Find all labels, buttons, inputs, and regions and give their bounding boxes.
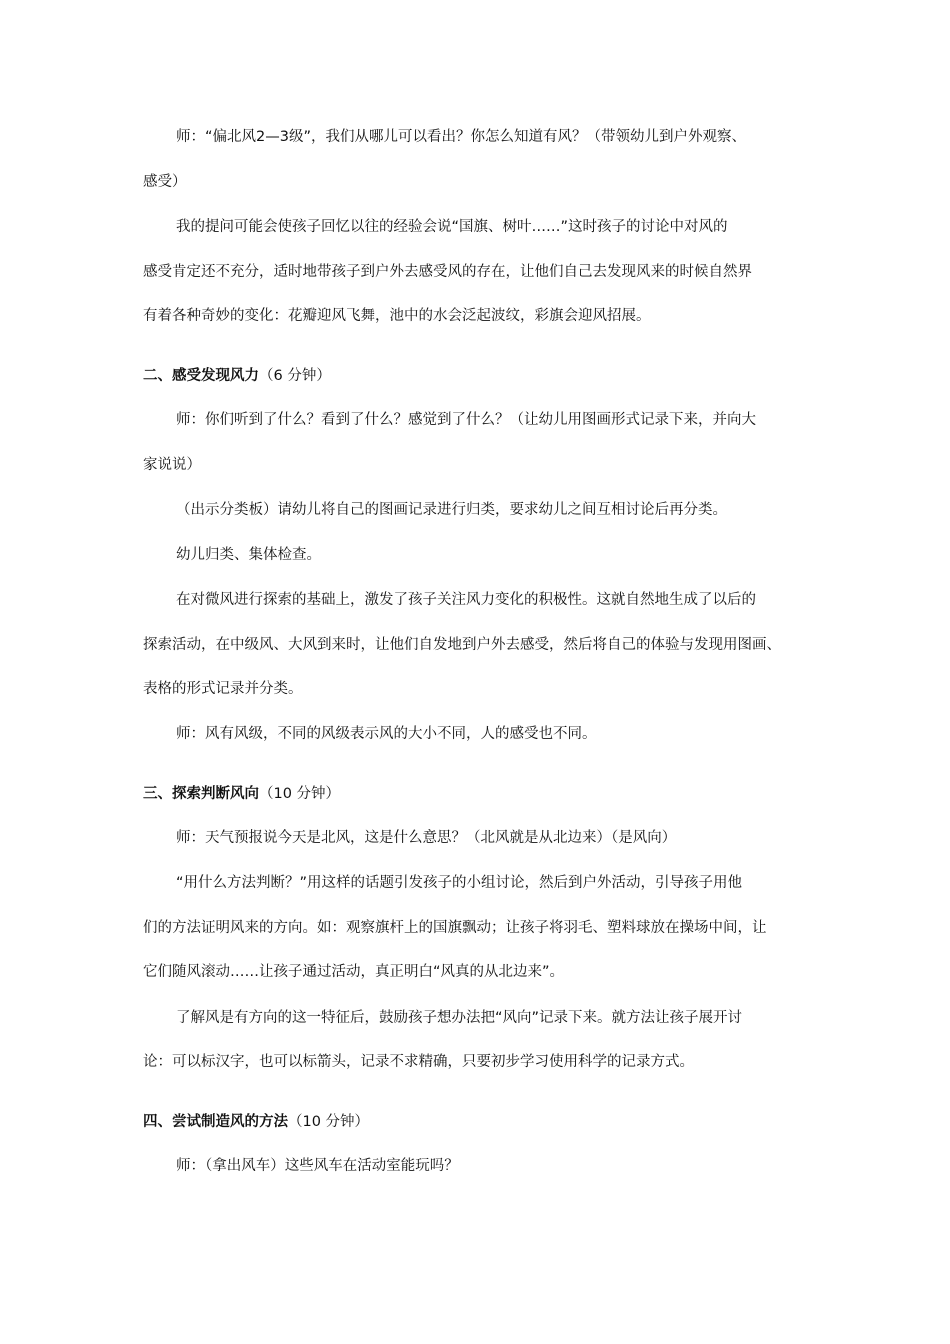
paragraph-line: 有着各种奇妙的变化：花瓣迎风飞舞，池中的水会泛起波纹，彩旗会迎风招展。 [143,308,651,324]
paragraph-line: 们的方法证明风来的方向。如：观察旗杆上的国旗飘动；让孩子将羽毛、塑料球放在操场中间，让 [143,920,767,936]
section-heading-make-wind [143,1112,369,1132]
heading-duration: （10 分钟） [259,786,341,802]
paragraph-line: 感受肯定还不充分，适时地带孩子到户外去感受风的存在，让他们自己去发现风来的时候自然界 [143,264,752,280]
paragraph-line: 了解风是有方向的这一特征后，鼓励孩子想办法把“风向”记录下来。就方法让孩子展开讨 [176,1010,743,1026]
paragraph-line: 表格的形式记录并分类。 [143,681,303,697]
paragraph-line: 师：你们听到了什么？看到了什么？感觉到了什么？（让幼儿用图画形式记录下来，并向大 [176,412,756,428]
paragraph-line: 它们随风滚动……让孩子通过活动，真正明白“风真的从北边来”。 [143,964,565,980]
paragraph-line: 家说说） [143,457,201,473]
paragraph-line: 我的提问可能会使孩子回忆以往的经验会说“国旗、树叶……”这时孩子的讨论中对风的 [176,219,728,235]
heading-title: 二、感受发现风力 [143,368,259,384]
paragraph-line: 论：可以标汉字，也可以标箭头，记录不求精确，只要初步学习使用科学的记录方式。 [143,1054,694,1070]
paragraph-line: “用什么方法判断？”用这样的话题引发孩子的小组讨论，然后到户外活动，引导孩子用他 [176,875,743,891]
paragraph-line: 幼儿归类、集体检查。 [176,547,321,563]
heading-duration: （10 分钟） [288,1114,370,1130]
paragraph-line: 探索活动，在中级风、大风到来时，让他们自发地到户外去感受，然后将自己的体验与发现用图画、 [143,637,781,653]
paragraph-line: （出示分类板）请幼儿将自己的图画记录进行归类，要求幼儿之间互相讨论后再分类。 [176,502,727,518]
paragraph-line: 师：风有风级，不同的风级表示风的大小不同，人的感受也不同。 [176,726,597,742]
paragraph-line: 师：（拿出风车）这些风车在活动室能玩吗？ [176,1158,459,1174]
paragraph-line: 师：“偏北风2—3级”，我们从哪儿可以看出？你怎么知道有风？（带领幼儿到户外观察、 [176,129,746,145]
paragraph-line: 感受） [143,174,187,190]
heading-title: 四、尝试制造风的方法 [143,1114,288,1130]
heading-duration: （6 分钟） [259,368,331,384]
paragraph-line: 在对微风进行探索的基础上，激发了孩子关注风力变化的积极性。这就自然地生成了以后的 [176,592,756,608]
paragraph-line: 师：天气预报说今天是北风，这是什么意思？（北风就是从北边来）（是风向） [176,830,677,846]
heading-title: 三、探索判断风向 [143,786,259,802]
section-heading-wind-direction [143,784,340,804]
section-heading-wind-force [143,366,331,386]
